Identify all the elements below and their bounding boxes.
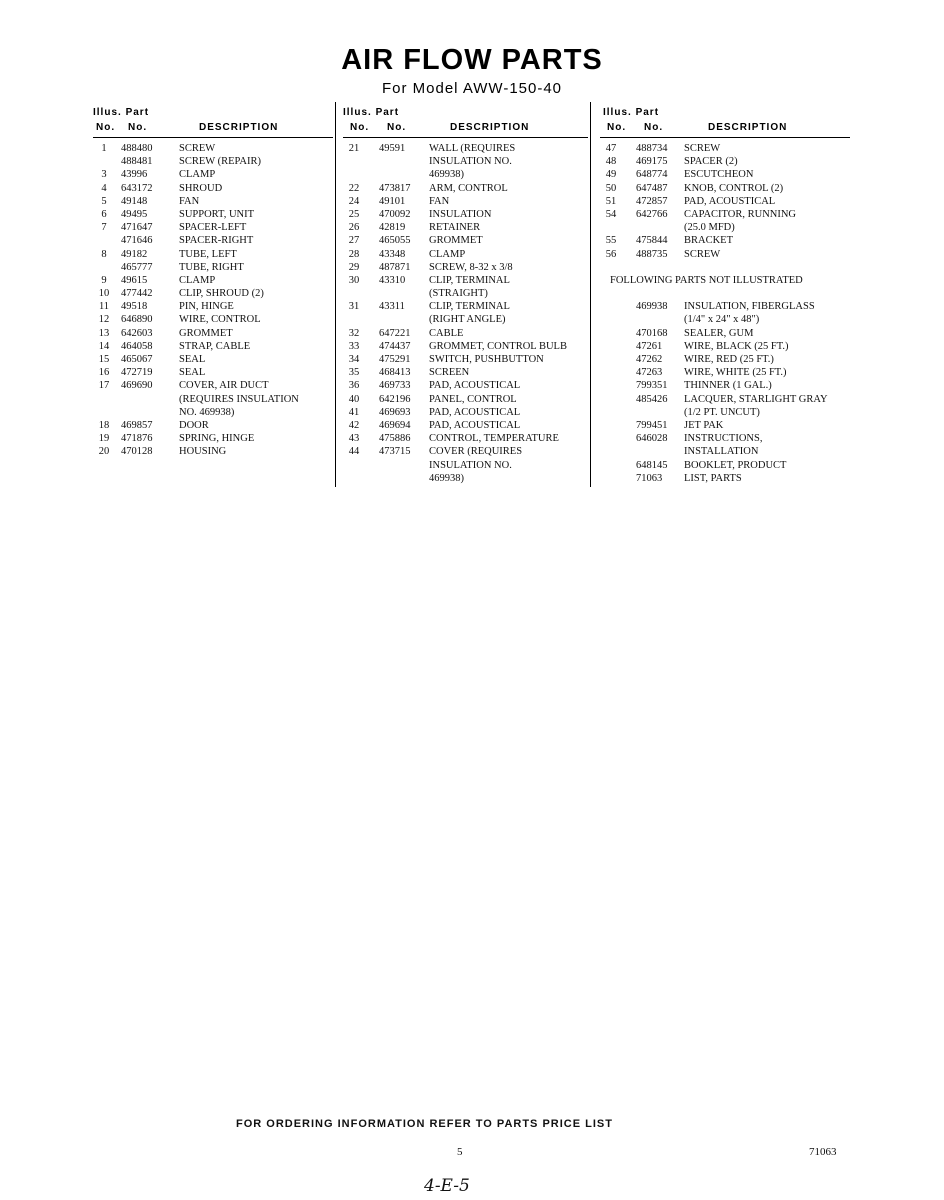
part-number: 49495 (121, 208, 148, 220)
description: SHROUD (179, 182, 223, 194)
description: COVER (REQUIRES (429, 446, 523, 458)
part-number: 646028 (636, 433, 668, 445)
part-number: 648774 (636, 169, 668, 181)
table-row (93, 274, 333, 287)
description: CLIP, TERMINAL (429, 301, 510, 313)
illus-number: 21 (348, 143, 360, 154)
illus-number: 6 (101, 208, 107, 220)
header-illus-part: Illus. Part (93, 107, 150, 118)
description: (1/2 PT. UNCUT) (684, 406, 760, 418)
table-row (343, 274, 588, 287)
description: GROMMET (429, 235, 483, 247)
illus-number: 11 (98, 301, 110, 313)
description: 469938) (429, 169, 464, 181)
part-number: 465055 (379, 235, 411, 247)
table-row (600, 340, 850, 353)
part-number: 799451 (636, 419, 668, 431)
table-row (600, 142, 850, 155)
illus-number: 10 (98, 288, 110, 300)
description: WIRE, WHITE (25 FT.) (684, 367, 787, 379)
illus-number: 5 (101, 195, 107, 207)
table-row (343, 195, 588, 208)
parts-list (600, 142, 850, 261)
part-number: 799351 (636, 380, 668, 392)
part-number: 47263 (636, 367, 663, 379)
column-header (343, 105, 588, 138)
table-row (343, 379, 588, 392)
illus-number: 25 (348, 208, 360, 220)
part-number: 469857 (121, 419, 153, 431)
illus-number: 32 (348, 327, 360, 339)
table-row (343, 327, 588, 340)
part-number: 472719 (121, 367, 153, 379)
part-number: 49101 (379, 195, 406, 207)
description: WIRE, BLACK (25 FT.) (684, 340, 789, 352)
table-row (93, 261, 333, 274)
table-row (600, 366, 850, 379)
illus-number: 3 (101, 169, 107, 181)
illus-number: 36 (348, 380, 360, 392)
table-row (93, 379, 333, 392)
description: INSULATION NO. (429, 459, 512, 471)
description: SWITCH, PUSHBUTTON (429, 354, 544, 365)
table-row (600, 168, 850, 181)
part-number: 488734 (636, 143, 668, 154)
part-number: 71063 (636, 472, 663, 484)
description: (RIGHT ANGLE) (429, 314, 506, 326)
table-row (343, 300, 588, 313)
description: ESCUTCHEON (684, 169, 754, 181)
table-row (93, 234, 333, 247)
table-row (343, 445, 588, 458)
table-row (93, 445, 333, 458)
description: GROMMET (179, 327, 233, 339)
illus-number: 42 (348, 419, 360, 431)
illus-number: 27 (348, 235, 360, 247)
table-row (343, 221, 588, 234)
table-row (343, 419, 588, 432)
description: SUPPORT, UNIT (179, 208, 255, 220)
part-number: 647487 (636, 182, 668, 194)
illus-number: 56 (605, 248, 617, 260)
table-row (600, 300, 850, 313)
table-row (600, 393, 850, 406)
part-number: 474437 (379, 340, 411, 352)
part-number: 488480 (121, 143, 153, 154)
part-number: 465067 (121, 354, 153, 365)
description: SEAL (179, 354, 206, 365)
column-divider-1 (335, 102, 336, 487)
table-row (600, 327, 850, 340)
ordering-footer: FOR ORDERING INFORMATION REFER TO PARTS PRICE LIST (236, 1118, 613, 1130)
part-number: 42819 (379, 222, 406, 234)
table-row (93, 182, 333, 195)
part-number: 49591 (379, 143, 406, 154)
description: SCREW, 8-32 x 3/8 (429, 261, 513, 273)
description: SCREEN (429, 367, 470, 379)
part-number: 471646 (121, 235, 153, 247)
description: CAPACITOR, RUNNING (684, 208, 797, 220)
table-row (600, 419, 850, 432)
illus-number: 48 (605, 156, 617, 168)
description: SPACER (2) (684, 156, 738, 168)
illus-number: 33 (348, 340, 360, 352)
illus-number: 30 (348, 274, 360, 286)
description: PAD, ACOUSTICAL (429, 419, 521, 431)
part-number: 469938 (636, 301, 668, 313)
table-row (93, 195, 333, 208)
description: CLAMP (429, 248, 466, 260)
description: (1/4" x 24" x 48") (684, 314, 760, 326)
description: HOUSING (179, 446, 227, 458)
table-row (600, 313, 850, 326)
table-row (93, 248, 333, 261)
parts-column-2 (343, 105, 588, 485)
table-row (93, 142, 333, 155)
handwritten-mark: 4-E-5 (424, 1176, 470, 1196)
part-number: 470092 (379, 208, 411, 220)
description: CLIP, SHROUD (2) (179, 288, 264, 300)
table-row (93, 340, 333, 353)
description: LIST, PARTS (684, 472, 742, 484)
illus-number: 43 (348, 433, 360, 445)
description: PAD, ACOUSTICAL (684, 195, 776, 207)
description: CLIP, TERMINAL (429, 274, 510, 286)
illus-number: 24 (348, 195, 360, 207)
part-number: 642766 (636, 208, 668, 220)
part-number: 487871 (379, 261, 411, 273)
illus-number: 9 (101, 274, 107, 286)
header-description: DESCRIPTION (708, 122, 788, 133)
description: NO. 469938) (179, 406, 235, 418)
table-row (93, 366, 333, 379)
part-number: 488735 (636, 248, 668, 260)
illus-number: 26 (348, 222, 360, 234)
description: TUBE, RIGHT (179, 261, 244, 273)
parts-list (343, 142, 588, 485)
description: INSULATION (429, 208, 492, 220)
description: RETAINER (429, 222, 481, 234)
header-illus-no: No. (350, 122, 370, 133)
part-number: 43311 (379, 301, 405, 313)
part-number: 469175 (636, 156, 668, 168)
description: BRACKET (684, 235, 734, 247)
table-row (93, 300, 333, 313)
part-number: 469693 (379, 406, 411, 418)
part-number: 464058 (121, 340, 153, 352)
page-title: AIR FLOW PARTS (341, 44, 603, 76)
part-number: 47262 (636, 354, 663, 366)
table-row (343, 366, 588, 379)
table-row (93, 419, 333, 432)
description: 469938) (429, 472, 464, 484)
page-subtitle: For Model AWW-150-40 (381, 80, 563, 97)
parts-list-not-illustrated (600, 300, 850, 485)
table-row (600, 208, 850, 221)
header-part-no: No. (128, 122, 148, 133)
illus-number: 15 (98, 354, 110, 365)
part-number: 470168 (636, 327, 668, 339)
part-number: 468413 (379, 367, 411, 379)
description: SEAL (179, 367, 206, 379)
part-number: 473715 (379, 446, 411, 458)
description: (25.0 MFD) (684, 222, 735, 234)
header-illus-part: Illus. Part (343, 107, 400, 118)
part-number: 475844 (636, 235, 668, 247)
illus-number: 4 (101, 182, 107, 194)
table-row (343, 182, 588, 195)
part-number: 49518 (121, 301, 148, 313)
table-row (93, 327, 333, 340)
description: SCREW (179, 143, 216, 154)
illus-number: 40 (348, 393, 360, 405)
illus-number: 14 (98, 340, 110, 352)
parts-column-3 (600, 105, 850, 485)
part-number: 469694 (379, 419, 411, 431)
header-rule (343, 137, 588, 138)
part-number: 642196 (379, 393, 411, 405)
table-row (93, 393, 333, 406)
illus-number: 50 (605, 182, 617, 194)
table-row (600, 379, 850, 392)
table-row (343, 248, 588, 261)
illus-number: 54 (605, 208, 617, 220)
table-row (600, 406, 850, 419)
description: SCREW (684, 143, 721, 154)
description: SPRING, HINGE (179, 433, 255, 445)
illus-number: 13 (98, 327, 110, 339)
table-row (93, 208, 333, 221)
illus-number: 35 (348, 367, 360, 379)
table-row (93, 168, 333, 181)
table-row (93, 406, 333, 419)
header-description: DESCRIPTION (199, 122, 279, 133)
table-row (600, 234, 850, 247)
illus-number: 17 (98, 380, 110, 392)
header-illus-no: No. (607, 122, 627, 133)
illus-number: 49 (605, 169, 617, 181)
table-row (343, 313, 588, 326)
illus-number: 1 (101, 143, 107, 154)
part-number: 43348 (379, 248, 406, 260)
description: INSULATION NO. (429, 156, 512, 168)
description: LACQUER, STARLIGHT GRAY (684, 393, 828, 405)
description: WALL (REQUIRES (429, 143, 516, 154)
not-illustrated-note: FOLLOWING PARTS NOT ILLUSTRATED (610, 274, 803, 286)
description: CLAMP (179, 274, 216, 286)
table-row (343, 155, 588, 168)
description: (STRAIGHT) (429, 288, 488, 300)
part-number: 643172 (121, 182, 153, 194)
part-number: 642603 (121, 327, 153, 339)
description: WIRE, RED (25 FT.) (684, 354, 774, 366)
table-row (600, 472, 850, 485)
table-row (600, 353, 850, 366)
table-row (343, 459, 588, 472)
table-row (343, 393, 588, 406)
table-row (343, 168, 588, 181)
document-number: 71063 (809, 1146, 837, 1158)
illus-number: 19 (98, 433, 110, 445)
illus-number: 16 (98, 367, 110, 379)
illus-number: 8 (101, 248, 107, 260)
description: INSTALLATION (684, 446, 759, 458)
header-rule (93, 137, 333, 138)
part-number: 475291 (379, 354, 411, 365)
illus-number: 31 (348, 301, 360, 313)
table-row (93, 353, 333, 366)
table-row (93, 155, 333, 168)
part-number: 485426 (636, 393, 668, 405)
header-illus-no: No. (96, 122, 116, 133)
part-number: 647221 (379, 327, 411, 339)
part-number: 43310 (379, 274, 406, 286)
parts-column-1 (93, 105, 333, 459)
description: PANEL, CONTROL (429, 393, 517, 405)
table-row (343, 261, 588, 274)
table-row (93, 221, 333, 234)
header-rule (600, 137, 850, 138)
description: TUBE, LEFT (179, 248, 237, 260)
description: PIN, HINGE (179, 301, 234, 313)
column-divider-2 (590, 102, 591, 487)
part-number: 477442 (121, 288, 153, 300)
description: WIRE, CONTROL (179, 314, 261, 326)
illus-number: 7 (101, 222, 107, 234)
part-number: 471647 (121, 222, 153, 234)
table-row (93, 287, 333, 300)
description: INSULATION, FIBERGLASS (684, 301, 815, 313)
part-number: 465777 (121, 261, 153, 273)
description: FAN (429, 195, 450, 207)
description: FAN (179, 195, 200, 207)
table-row (93, 313, 333, 326)
header-part-no: No. (387, 122, 407, 133)
column-header (600, 105, 850, 138)
part-number: 472857 (636, 195, 668, 207)
description: SCREW (REPAIR) (179, 156, 261, 168)
part-number: 49182 (121, 248, 148, 260)
part-number: 49148 (121, 195, 148, 207)
part-number: 473817 (379, 182, 411, 194)
table-row (343, 234, 588, 247)
table-row (600, 195, 850, 208)
description: PAD, ACOUSTICAL (429, 406, 521, 418)
illus-number: 22 (348, 182, 360, 194)
part-number: 49615 (121, 274, 148, 286)
table-row (600, 182, 850, 195)
description: SEALER, GUM (684, 327, 754, 339)
description: DOOR (179, 419, 209, 431)
illus-number: 34 (348, 354, 360, 365)
illus-number: 51 (605, 195, 617, 207)
table-row (343, 208, 588, 221)
illus-number: 55 (605, 235, 617, 247)
description: SPACER-RIGHT (179, 235, 254, 247)
description: CLAMP (179, 169, 216, 181)
description: INSTRUCTIONS, (684, 433, 763, 445)
column-header (93, 105, 333, 138)
illus-number: 18 (98, 419, 110, 431)
parts-list (93, 142, 333, 459)
description: CABLE (429, 327, 464, 339)
description: GROMMET, CONTROL BULB (429, 340, 567, 352)
table-row (343, 142, 588, 155)
description: THINNER (1 GAL.) (684, 380, 772, 392)
part-number: 470128 (121, 446, 153, 458)
header-part-no: No. (644, 122, 664, 133)
description: ARM, CONTROL (429, 182, 508, 194)
part-number: 488481 (121, 156, 153, 168)
table-row (600, 432, 850, 445)
part-number: 43996 (121, 169, 148, 181)
table-row (343, 340, 588, 353)
description: SCREW (684, 248, 721, 260)
description: BOOKLET, PRODUCT (684, 459, 787, 471)
table-row (600, 459, 850, 472)
table-row (343, 406, 588, 419)
table-row (343, 472, 588, 485)
table-row (600, 248, 850, 261)
header-illus-part: Illus. Part (603, 107, 660, 118)
illus-number: 44 (348, 446, 360, 458)
table-row (343, 287, 588, 300)
illus-number: 20 (98, 446, 110, 458)
table-row (600, 445, 850, 458)
part-number: 469733 (379, 380, 411, 392)
description: KNOB, CONTROL (2) (684, 182, 784, 194)
part-number: 646890 (121, 314, 153, 326)
table-row (600, 155, 850, 168)
part-number: 471876 (121, 433, 153, 445)
illus-number: 41 (348, 406, 360, 418)
part-number: 47261 (636, 340, 663, 352)
description: CONTROL, TEMPERATURE (429, 433, 559, 445)
description: STRAP, CABLE (179, 340, 251, 352)
table-row (343, 432, 588, 445)
part-number: 469690 (121, 380, 153, 392)
description: PAD, ACOUSTICAL (429, 380, 521, 392)
part-number: 648145 (636, 459, 668, 471)
illus-number: 12 (98, 314, 110, 326)
description: COVER, AIR DUCT (179, 380, 269, 392)
table-row (93, 432, 333, 445)
header-description: DESCRIPTION (450, 122, 530, 133)
description: SPACER-LEFT (179, 222, 247, 234)
part-number: 475886 (379, 433, 411, 445)
illus-number: 29 (348, 261, 360, 273)
description: JET PAK (684, 419, 724, 431)
description: (REQUIRES INSULATION (179, 393, 299, 405)
table-row (600, 221, 850, 234)
table-row (343, 353, 588, 366)
page-number: 5 (457, 1146, 463, 1158)
illus-number: 28 (348, 248, 360, 260)
illus-number: 47 (605, 143, 617, 154)
